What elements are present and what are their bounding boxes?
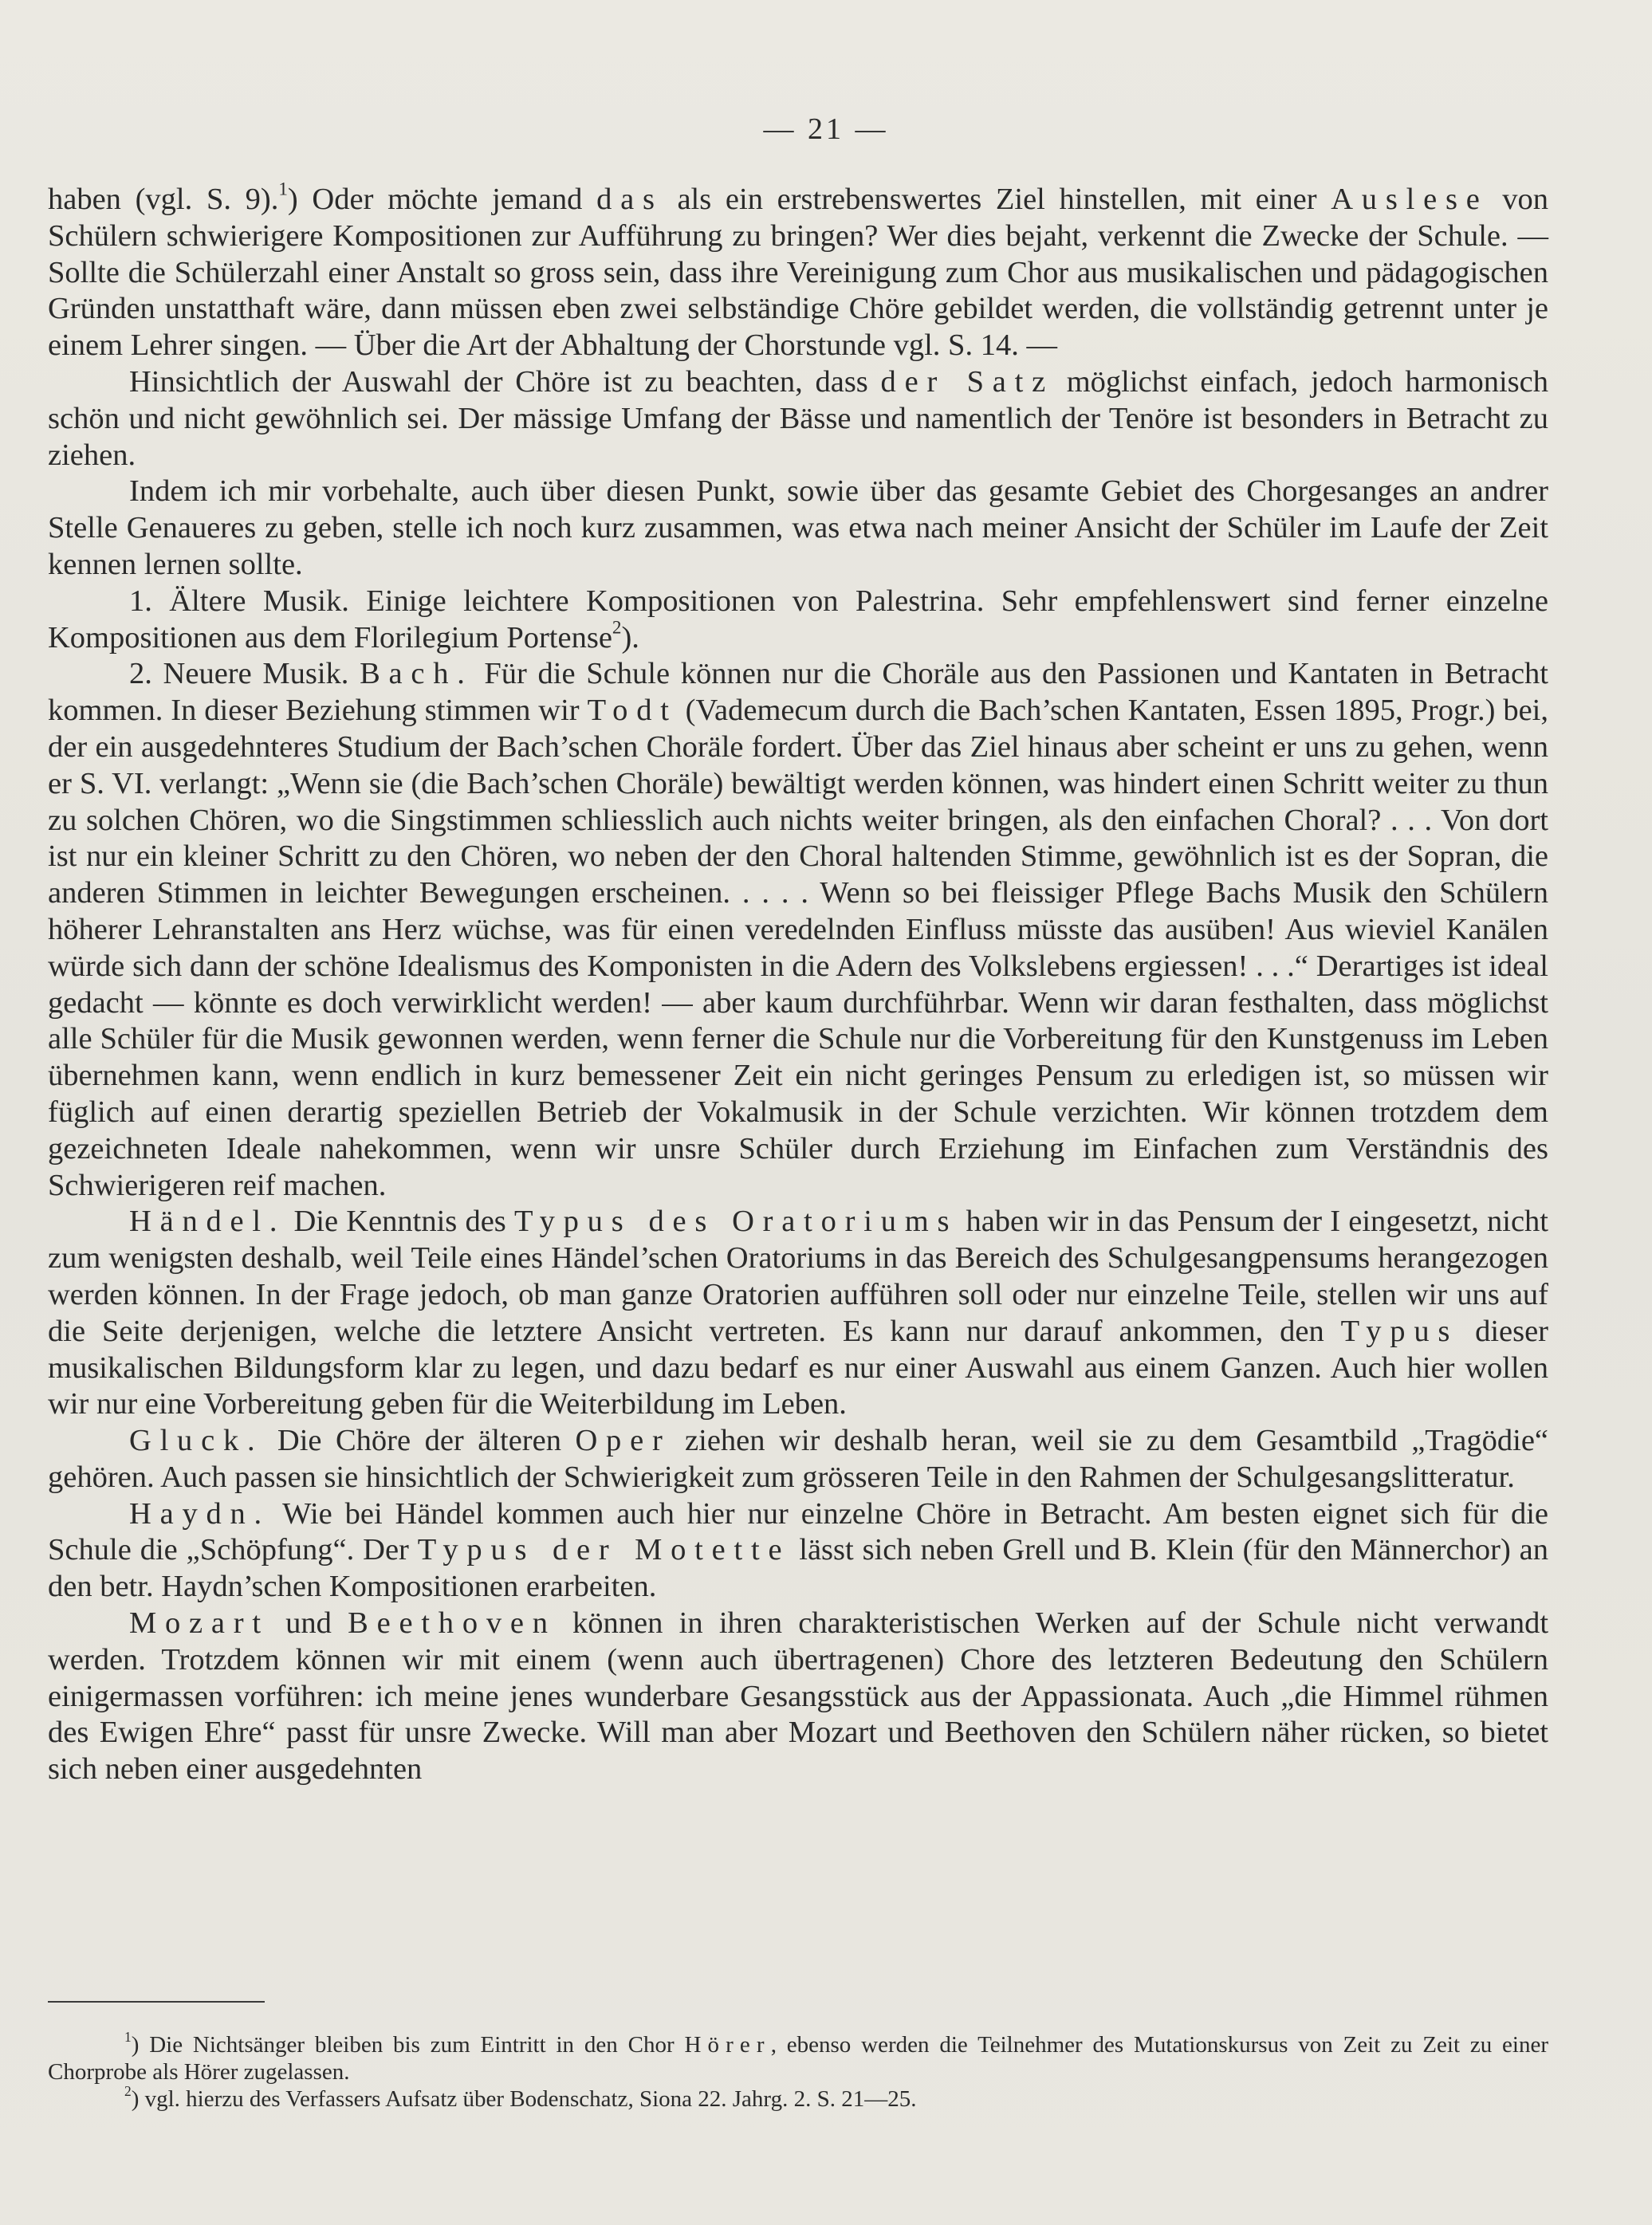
spaced-emphasis: Beethoven bbox=[348, 1606, 557, 1641]
paragraph-4 bbox=[48, 584, 1548, 657]
spaced-emphasis: Bach. bbox=[360, 657, 474, 691]
paragraph-3: Indem ich mir vorbehalte, auch über diesen Punkt, sowie über das gesamte Gebiet des Chorgesanges an andrer Stelle Genaueres zu geben, stelle ich noch kurz zusammen, was etwa nach meiner Ansicht der Schüler im Laufe der Zeit kennen lernen sollte. bbox=[48, 474, 1548, 581]
footnote-mark: 1 bbox=[124, 2028, 132, 2045]
spaced-emphasis: Typus des Oratoriums bbox=[514, 1205, 958, 1239]
paragraph-6 bbox=[48, 1204, 1548, 1423]
footnote-mark: 2 bbox=[124, 2082, 132, 2099]
text-run: haben (vgl. S. 9). bbox=[48, 183, 279, 216]
text-run: haben wir in das Pensum der I eingesetzt, nicht zum wenigsten deshalb, weil Teile eines Händel’schen Oratoriums in das Bereich des Schulgesangpensums herangezogen werden können. In der Frage jedoch, ob man ganze Oratorien aufführen soll oder nur einzelne Teile, stellen wir uns auf die Seite derjenigen, welche die letztere Ansicht vertreten. Es kann nur darauf ankommen, den bbox=[48, 1205, 1548, 1348]
paragraph-7 bbox=[48, 1423, 1548, 1496]
text-run: dieser musikalischen Bildungsform klar zu legen, und dazu bedarf es nur einer Auswahl aus einem Ganzen. Auch hier wollen wir nur eine Vorbereitung geben für die Weiterbildung im Leben. bbox=[48, 1314, 1548, 1421]
paragraph-9 bbox=[48, 1606, 1548, 1788]
page-number: — 21 — bbox=[763, 112, 889, 146]
text-run: Die Kenntnis des bbox=[285, 1205, 514, 1239]
spaced-emphasis: Händel. bbox=[129, 1205, 286, 1239]
text-run: Hinsichtlich der Auswahl der Chöre ist zu beachten, dass bbox=[129, 364, 881, 399]
spaced-emphasis: Gluck. bbox=[129, 1424, 264, 1458]
text-run: (Vademecum durch die Bach’schen Kantaten, Essen 1895, Progr.) bei, der ein ausgedehnteres Studium der Bach’schen Choräle fordert. Über das Ziel hinaus aber scheint er uns zu gehen, wenn er S. VI. verlangt: „Wenn sie (die Bach’schen Choräle) bewältigt werden können, was hindert einen Schritt weiter zu thun zu solchen Chören, wo die Singstimmen schliesslich auch nichts weiter bringen, als den einfachen Choral? . . . Von dort ist nur ein kleiner Schritt zu den Chören, wo neben der den Choral haltenden Stimme, gewöhnlich ist es der Sopran, die anderen Stimmen in leichter Bewegungen erscheinen. . . . . Wenn so bei fleissiger Pflege Bachs Musik den Schülern höherer Lehranstalten ans Herz wüchse, was für einen veredelnden Einfluss müsste das ausüben! Aus wieviel Kanälen würde sich dann der schöne Idealismus des Komponisten in die Adern des Volkslebens ergiessen! . . .“ Derartiges ist ideal gedacht — könnte es doch verwirklicht werden! — aber kaum durchführbar. Wenn wir daran festhalten, dass möglichst alle Schüler für die Musik gewonnen werden, wenn ferner die Schule nur die Vorbereitung für den Kunstgenuss im Leben übernehmen kann, wenn endlich in kurz bemessener Zeit ein nicht geringes Pensum zu erledigen ist, so müssen wir füglich auf einen derartig speziellen Betrieb der Vokalmusik in der Schule verzichten. Wir können trotzdem dem gezeichneten Ideale nahekommen, wenn wir unsre Schüler durch Erziehung im Einfachen zum Verständnis des Schwierigeren reif machen. bbox=[48, 694, 1548, 1202]
body-text bbox=[48, 178, 1549, 1788]
paragraph-1 bbox=[48, 178, 1549, 364]
paragraph-2 bbox=[48, 364, 1548, 474]
footnote-ref-1: 1 bbox=[278, 178, 288, 199]
text-run: als ein erstrebenswertes Ziel hinstellen, mit einer bbox=[663, 183, 1331, 216]
text-run: , ebenso werden die Teilnehmer des Mutationskursus von Zeit zu Zeit zu einer Chorprobe als Hörer zugelassen. bbox=[48, 2032, 1549, 2085]
text-run: können in ihren charakteristischen Werken auf der Schule nicht verwandt werden. Trotzdem können wir mit einem (wenn auch übertragenen) Chore des letzteren Bedeutung den Schülern einigermassen vorführen: ich meine jenes wunderbare Gesangsstück aus der Appassionata. Auch „die Himmel rühmen des Ewigen Ehre“ passt für unsre Zwecke. Will man aber Mozart und Beethoven den Schülern näher rücken, so bietet sich neben einer ausgedehnten bbox=[48, 1606, 1549, 1787]
text-run: Die Chöre der älteren bbox=[263, 1424, 576, 1458]
text-run: 1. Ältere Musik. Einige leichtere Kompositionen von Palestrina. Sehr empfehlenswert sind ferner einzelne Kompositionen aus dem Florilegium Portense bbox=[48, 584, 1548, 655]
spaced-emphasis: Oper bbox=[575, 1424, 671, 1458]
footnote-1 bbox=[48, 2028, 1549, 2085]
footnote-divider bbox=[48, 2001, 265, 2003]
paragraph-8 bbox=[48, 1496, 1548, 1606]
spaced-emphasis: Mozart bbox=[129, 1606, 269, 1641]
text-run: ). bbox=[621, 620, 639, 655]
text-run: ) Oder möchte jemand bbox=[287, 183, 597, 216]
text-run: 2. Neuere Musik. bbox=[129, 657, 360, 691]
spaced-emphasis: Typus der Motette bbox=[417, 1533, 791, 1567]
footnote-ref-2: 2 bbox=[612, 616, 622, 638]
text-run: ) vgl. hierzu des Verfassers Aufsatz über Bodenschatz, Siona 22. Jahrg. 2. S. 21—25. bbox=[131, 2086, 917, 2112]
footnote-2 bbox=[48, 2082, 1548, 2113]
text-run: und bbox=[269, 1606, 348, 1641]
footnotes bbox=[48, 2028, 1549, 2113]
spaced-emphasis: Auslese bbox=[1331, 183, 1489, 216]
text-run: Wie bei Händel kommen auch hier nur einzelne Chöre in Betracht. Am besten eignet sich für die Schule die „Schöpfung“. Der bbox=[48, 1496, 1548, 1567]
text-run: ) Die Nichtsänger bleiben bis zum Eintritt in den Chor bbox=[131, 2032, 685, 2058]
spaced-emphasis: der Satz bbox=[880, 364, 1054, 399]
text-run: Für die Schule können nur die Choräle aus den Passionen und Kantaten in Betracht kommen. In dieser Beziehung stimmen wir bbox=[48, 657, 1548, 728]
spaced-emphasis: das bbox=[596, 183, 663, 216]
spaced-emphasis: Haydn. bbox=[129, 1496, 270, 1531]
spaced-emphasis: Hörer bbox=[684, 2032, 771, 2058]
paragraph-5 bbox=[48, 656, 1548, 1204]
spaced-emphasis: Todt bbox=[587, 694, 678, 728]
spaced-emphasis: Typus bbox=[1340, 1314, 1459, 1348]
text-run: von Schülern schwierigere Kompositionen zur Aufführung zu bringen? Wer dies bejaht, verkennt die Zwecke der Schule. — Sollte die Schülerzahl einer Anstalt so gross sein, dass ihre Vereinigung zum Chor aus musikalischen und pädagogischen Gründen unstatthaft wäre, dann müssen eben zwei selbständige Chöre gebildet werden, die vollständig getrennt unter je einem Lehrer singen. — Über die Art der Abhaltung der Chorstunde vgl. S. 14. — bbox=[48, 183, 1549, 363]
text-run: ziehen wir deshalb heran, weil sie zu dem Gesamtbild „Tragödie“ gehören. Auch passen sie hinsichtlich der Schwierigkeit zum grösseren Teile in den Rahmen der Schulgesangslitteratur. bbox=[48, 1424, 1548, 1494]
text-run: möglichst einfach, jedoch harmonisch schön und nicht gewöhnlich sei. Der mässige Umfang der Bässe und namentlich der Tenöre ist besonders in Betracht zu ziehen. bbox=[48, 364, 1548, 472]
text-run: lässt sich neben Grell und B. Klein (für den Männerchor) an den betr. Haydn’schen Kompositionen erarbeiten. bbox=[48, 1533, 1549, 1604]
